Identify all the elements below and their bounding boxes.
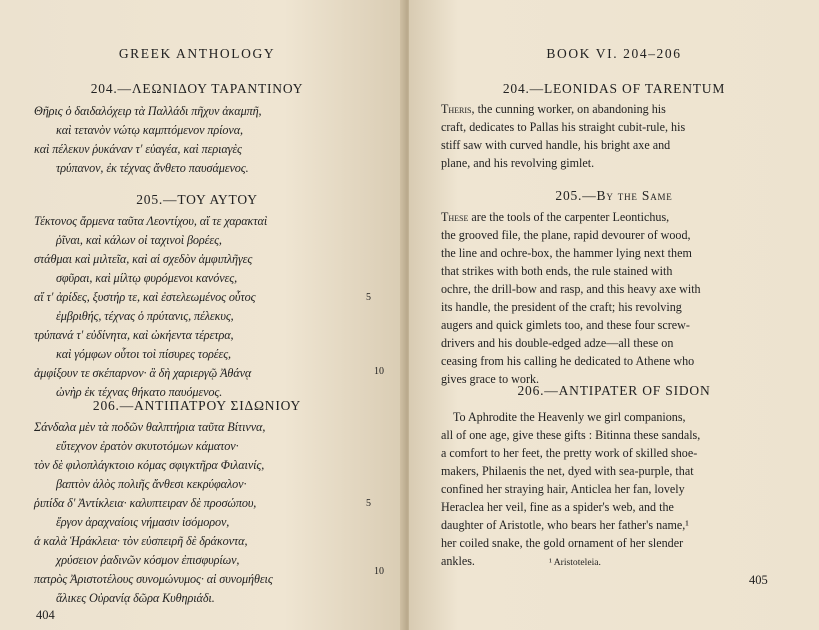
english-line: craft, dedicates to Pallas his straight cubit-rule, his [441, 120, 686, 134]
english-line: ceasing from his calling he dedicated to Athene who [441, 354, 695, 368]
greek-line: τρύπανον, ἐκ τέχνας ἄνθετο παυσάμενος. [56, 161, 249, 175]
greek-line: εὔτεχνον ἐρατὸν σκυτοτόμων κάματον· [56, 439, 239, 453]
footnote: ¹ Aristoteleia. [549, 557, 601, 568]
greek-line: καὶ γόμφων οὗτοι τοὶ πίσυρες τορέες, [56, 347, 232, 361]
running-head-right: BOOK VI. 204–206 [546, 46, 682, 61]
greek-line: ἅλικες Οὐρανίᾳ δῶρα Κυθηριάδι. [56, 591, 215, 605]
english-line: that strikes with both ends, the rule stained with [441, 264, 673, 278]
english-line: the grooved file, the plane, rapid devourer of wood, [441, 228, 691, 242]
greek-line: ἔργον ἀραχναίοις νήμασιν ἰσόμορον, [56, 515, 230, 529]
greek-line: χρύσειον ῥαδινῶν κόσμον ἐπισφυρίων, [56, 553, 240, 567]
lead-word: These [441, 210, 469, 224]
english-line: its handle, the president of the craft; his revolving [441, 300, 682, 314]
english-line: her coiled snake, the gold ornament of her slender [441, 536, 684, 550]
english-line: ankles. [441, 554, 475, 568]
greek-line: βαπτὸν ἁλὸς πολιῆς ἄνθεσι κεκρύφαλον· [56, 477, 247, 491]
english-line: stiff saw with curved handle, his bright axe and [441, 138, 671, 152]
english-line: the line and ochre-box, the hammer lying next them [441, 246, 692, 260]
greek-line: ῥῖναι, καὶ κάλων οἱ ταχινοὶ βορέες, [56, 233, 222, 247]
page-number-right: 405 [749, 573, 768, 587]
poem-206-english-heading: 206.—ANTIPATER OF SIDON [517, 383, 711, 398]
greek-line: Τέκτονος ἄρμενα ταῦτα Λεοντίχου, αἵ τε χαρακταὶ [34, 214, 268, 228]
english-line: drivers and his double-edged adze—all these on [441, 336, 674, 350]
greek-line: καὶ τετανὸν νώτῳ καμπτόμενον πρίονα, [56, 123, 243, 137]
poem-205-english-heading [409, 188, 819, 204]
heading-text: By the Same [596, 188, 673, 203]
greek-line: τὸν δὲ φιλοπλάγκτοιο κόμας σφιγκτῆρα Φιλαινίς, [34, 458, 265, 472]
right-page [409, 0, 819, 630]
left-page [0, 0, 406, 630]
greek-line: πατρὸς Ἀριστοτέλους συνομώνυμος· αἱ συνομήθεις [34, 572, 273, 586]
page-number-left: 404 [36, 608, 55, 622]
english-line-text: are the tools of the carpenter Leontichus, [471, 210, 670, 224]
greek-line: στάθμαι καὶ μιλτεῖα, καὶ αἱ σχεδὸν ἀμφιπλῆγες [34, 252, 253, 266]
line-number: 10 [374, 566, 384, 577]
greek-line: αἵ τ' ἀρίδες, ξυστήρ τε, καὶ ἐστελεωμένος οὗτος [34, 290, 256, 304]
line-number: 5 [366, 498, 371, 509]
greek-line: ὠνὴρ ἐκ τέχνας θήκατο παυόμενος. [56, 385, 223, 399]
english-line [441, 102, 666, 117]
lead-word: Theris, [441, 102, 475, 116]
greek-line: Σάνδαλα μὲν τὰ ποδῶν θαλπτήρια ταῦτα Βίτιννα, [34, 420, 266, 434]
line-number: 5 [366, 292, 371, 303]
english-line: plane, and his revolving gimlet. [441, 156, 595, 170]
greek-line: Θῆρις ὁ δαιδαλόχειρ τὰ Παλλάδι πῆχυν ἀκαμπῆ, [34, 104, 262, 118]
english-line: To Aphrodite the Heavenly we girl companions, [453, 410, 686, 424]
greek-line: ἐμβριθής, τέχνας ὁ πρύτανις, πέλεκυς, [56, 309, 234, 323]
poem-204-english-heading: 204.—LEONIDAS OF TARENTUM [502, 81, 726, 96]
greek-line: καὶ πέλεκυν ῥυκάναν τ' εὐαγέα, καὶ περιαγὲς [34, 142, 242, 156]
greek-line: σφῦραι, καὶ μίλτῳ φυρόμενοι κανόνες, [56, 271, 238, 285]
poem-206-greek-heading: 206.—ΑΝΤΙΠΑΤΡΟΥ ΣΙΔΩΝΙΟΥ [92, 398, 302, 413]
running-head-left: GREEK ANTHOLOGY [118, 46, 276, 61]
english-line: confined her straying hair, Anticlea her fan, lovely [441, 482, 685, 496]
english-line: all of one age, give these gifts : Bitinna these sandals, [441, 428, 701, 442]
heading-number: 205.— [555, 188, 597, 203]
english-line: makers, Philaenis the net, dyed with sea-purple, that [441, 464, 694, 478]
english-line: augers and quick gimlets too, and these four screw- [441, 318, 690, 332]
greek-line: ἁ καλὰ Ἡράκλεια· τὸν εὐσπειρῆ δὲ δράκοντα, [34, 534, 248, 548]
line-number: 10 [374, 366, 384, 377]
english-line: gives grace to work. [441, 372, 540, 386]
english-line: a comfort to her feet, the pretty work of skilled shoe- [441, 446, 698, 460]
english-line: Heraclea her veil, fine as a spider's web, and the [441, 500, 674, 514]
poem-205-greek-heading: 205.—ΤΟΥ ΑΥΤΟΥ [136, 192, 258, 207]
greek-line: ἀμφίξουν τε σκέπαρνον· ἃ δὴ χαριεργῷ Ἀθάνᾳ [34, 366, 252, 380]
greek-line: ῥιπίδα δ' Ἀντίκλεια· καλυπτειραν δὲ προσώπου, [34, 496, 257, 510]
poem-204-greek-heading: 204.—ΛΕΩΝΙΔΟΥ ΤΑΡΑΝΤΙΝΟΥ [90, 81, 304, 96]
greek-line: τρύπανά τ' εὐδίνητα, καὶ ὠκήεντα τέρετρα, [34, 328, 234, 342]
english-line: daughter of Aristotle, who bears her father's name,¹ [441, 518, 689, 532]
english-line: ochre, the drill-bow and rasp, and this heavy axe with [441, 282, 701, 296]
english-line [441, 210, 669, 225]
english-line-text: the cunning worker, on abandoning his [477, 102, 666, 116]
